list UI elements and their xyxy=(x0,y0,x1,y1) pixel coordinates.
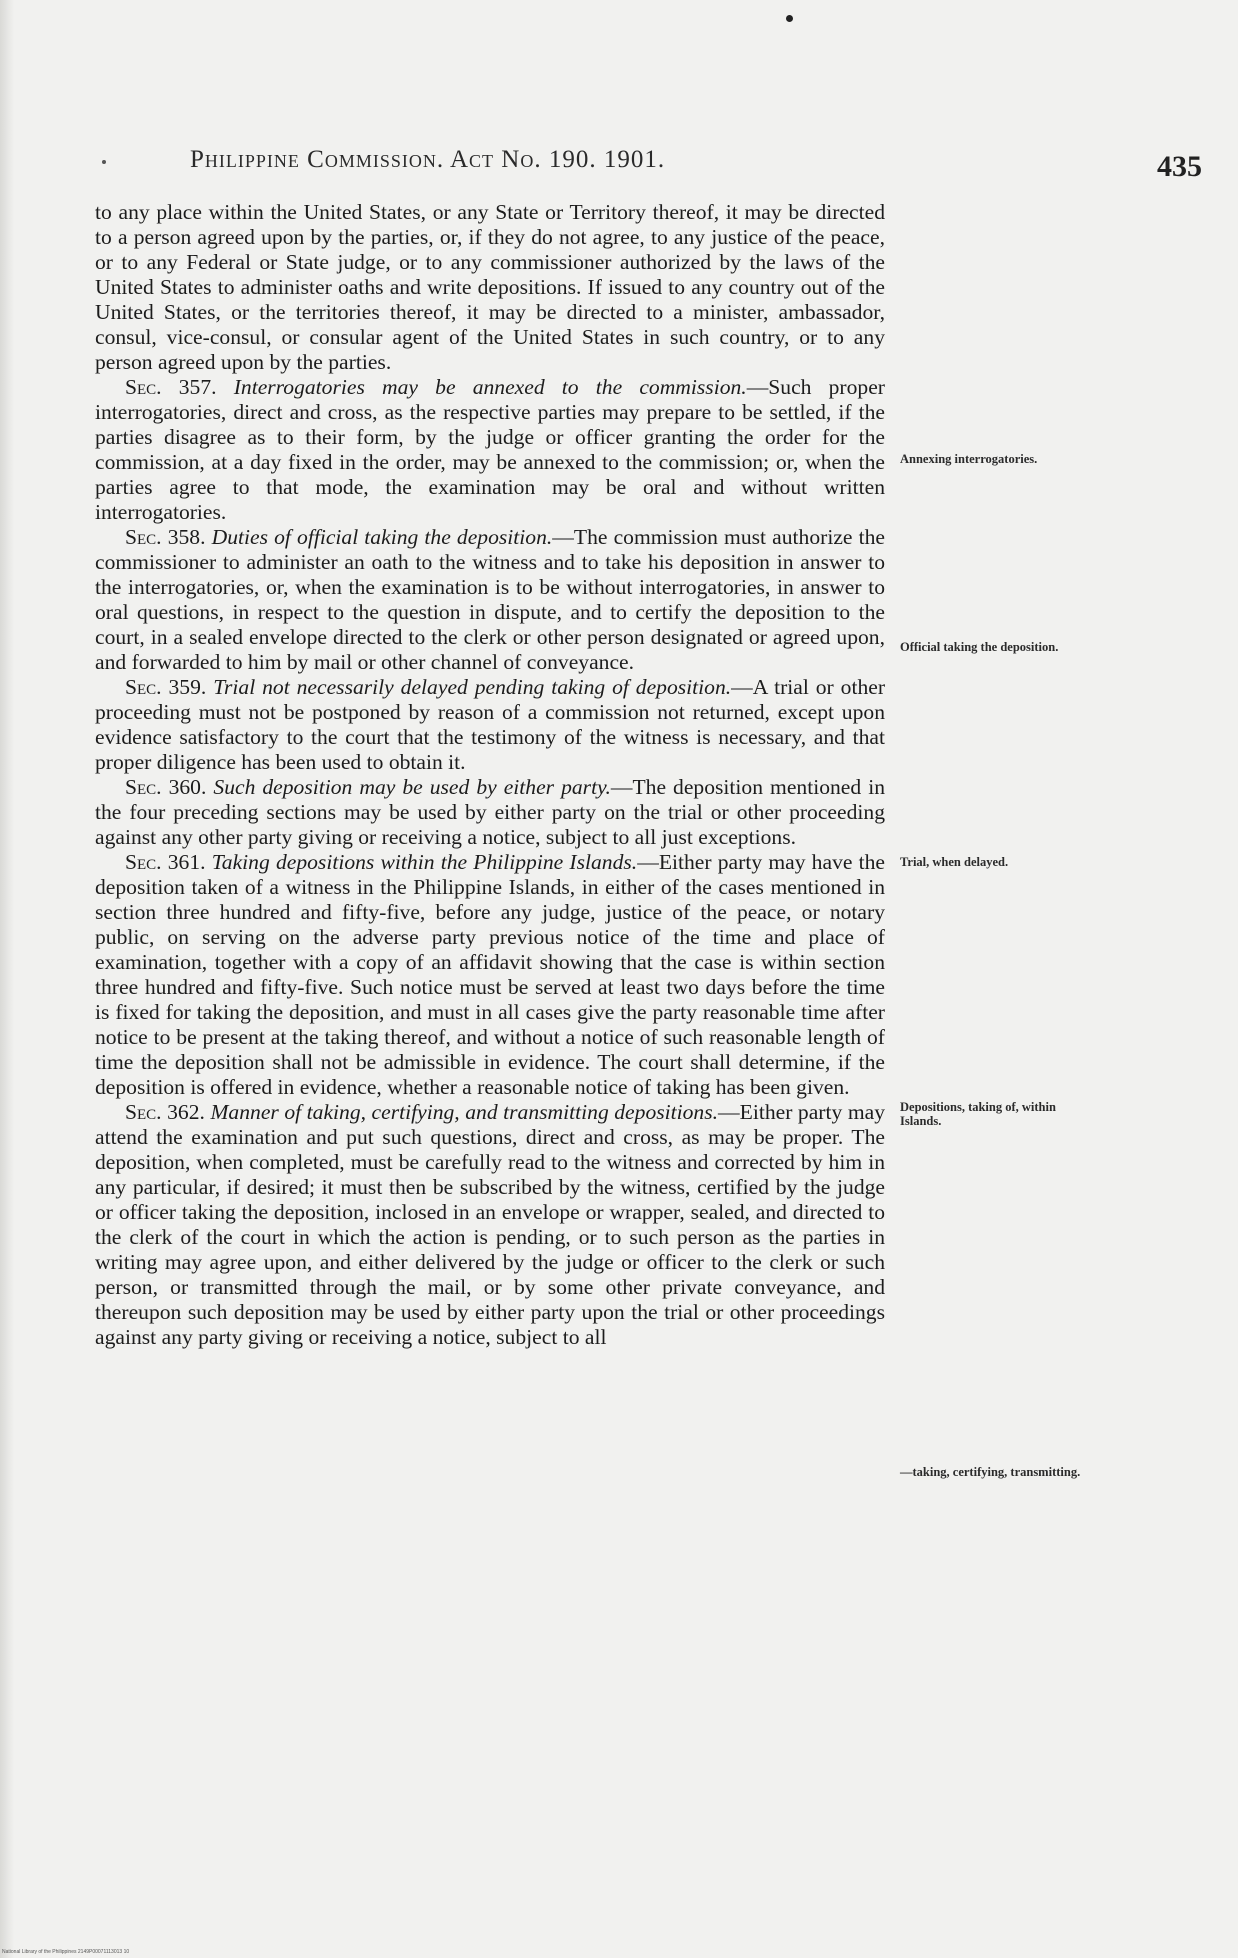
margin-note-taking: —taking, certifying, transmitting. xyxy=(900,1465,1081,1479)
margin-note-depositions: Depositions, taking of, within Islands. xyxy=(900,1100,1056,1128)
section-title: Duties of official taking the deposition. xyxy=(211,525,553,549)
section-title: Such deposition may be used by either party. xyxy=(213,775,611,799)
section-label: Sec. 357. xyxy=(125,375,217,399)
page-edge-shadow xyxy=(0,0,14,1958)
section-label: Sec. 361. xyxy=(125,850,206,874)
section-text: —The deposition mentioned in the four preceding sections may be used by either party on the trial or other proceeding against any other party giving or receiving a notice, subject to all just exceptions. xyxy=(95,775,885,849)
section-title: Taking depositions within the Philippine Islands. xyxy=(211,850,638,874)
section-label: Sec. 359. xyxy=(125,675,207,699)
margin-note-trial: Trial, when delayed. xyxy=(900,855,1009,869)
section-359 xyxy=(95,675,885,775)
section-label: Sec. 362. xyxy=(125,1100,205,1124)
paragraph-continued xyxy=(95,200,885,375)
section-text: —Either party may attend the examination and put such questions, direct and cross, as may be proper. The deposition, when completed, must be carefully read to the witness and corrected by him in any particular, if desired; it must then be subscribed by the witness, certified by the judge or officer taking the deposition, inclosed in an envelope or wrapper, sealed, and directed to the clerk of the court in which the action is pending, or to such person as the parties in writing may agree upon, and either delivered by the judge or officer to the clerk or such person, or transmitted through the mail, or by some other private conveyance, and thereupon such deposition may be used by either party upon the trial or other proceedings against any party giving or receiving a notice, subject to all xyxy=(95,1100,886,1349)
body-text xyxy=(95,200,885,1350)
section-text: —Such proper interrogatories, direct and cross, as the respective parties may prepare to be settled, if the parties disagree as to their form, by the judge or officer granting the order for the commission, at a day fixed in the order, may be annexed to the commission; or, when the parties agree to that mode, the examination may be oral and without written interrogatories. xyxy=(95,375,885,524)
scan-footer: National Library of the Philippines 2149P00071113013 10 xyxy=(2,1949,130,1955)
section-360 xyxy=(95,775,885,850)
running-header: Philippine Commission. Act No. 190. 1901. xyxy=(190,146,666,173)
ink-dot xyxy=(786,15,793,22)
section-362 xyxy=(95,1100,885,1350)
margin-note-annexing: Annexing interrogatories. xyxy=(900,452,1038,466)
page-number: 435 xyxy=(1157,150,1202,183)
section-text: —The commission must authorize the commissioner to administer an oath to the witness and to take his deposition in answer to the interrogatories, or, when the examination is to be without interrogatories, in answer to oral questions, in respect to the question in dispute, and to certify the deposition to the court, in a sealed envelope directed to the clerk or other person designated or agreed upon, and forwarded to him by mail or other channel of conveyance. xyxy=(95,525,885,674)
section-title: Manner of taking, certifying, and transmitting depositions. xyxy=(210,1100,719,1124)
paragraph-text: to any place within the United States, or any State or Territory thereof, it may be directed to a person agreed upon by the parties, or, if they do not agree, to any justice of the peace, or to any Federal or State judge, or to any commissioner authorized by the laws of the United States to administer oaths and write depositions. If issued to any country out of the United States, or the territories thereof, it may be directed to a minister, ambassador, consul, vice-consul, or consular agent of the United States in such country, or to any person agreed upon by the parties. xyxy=(95,200,885,374)
margin-note-official: Official taking the deposition. xyxy=(900,640,1059,654)
stray-mark xyxy=(102,160,106,164)
section-358 xyxy=(95,525,885,675)
section-label: Sec. 358. xyxy=(125,525,206,549)
section-361 xyxy=(95,850,885,1100)
section-title: Interrogatories may be annexed to the commission. xyxy=(233,375,747,399)
section-text: —Either party may have the deposition taken of a witness in the Philippine Islands, in either of the cases mentioned in section three hundred and fifty-five, before any judge, justice of the peace, or notary public, on serving on the adverse party previous notice of the time and place of examination, together with a copy of an affidavit showing that the case is within section three hundred and fifty-five. Such notice must be served at least two days before the time is fixed for taking the deposition, and must in all cases give the party reasonable time after notice to be present at the taking thereof, and without a notice of such reasonable length of time the deposition shall not be admissible in evidence. The court shall determine, if the deposition is offered in evidence, whether a reasonable notice of taking has been given. xyxy=(95,850,886,1099)
section-text: —A trial or other proceeding must not be postponed by reason of a commission not returned, except upon evidence satisfactory to the court that the testimony of the witness is necessary, and that proper diligence has been used to obtain it. xyxy=(95,675,886,774)
section-title: Trial not necessarily delayed pending taking of deposition. xyxy=(213,675,732,699)
section-357 xyxy=(95,375,885,525)
section-label: Sec. 360. xyxy=(125,775,207,799)
